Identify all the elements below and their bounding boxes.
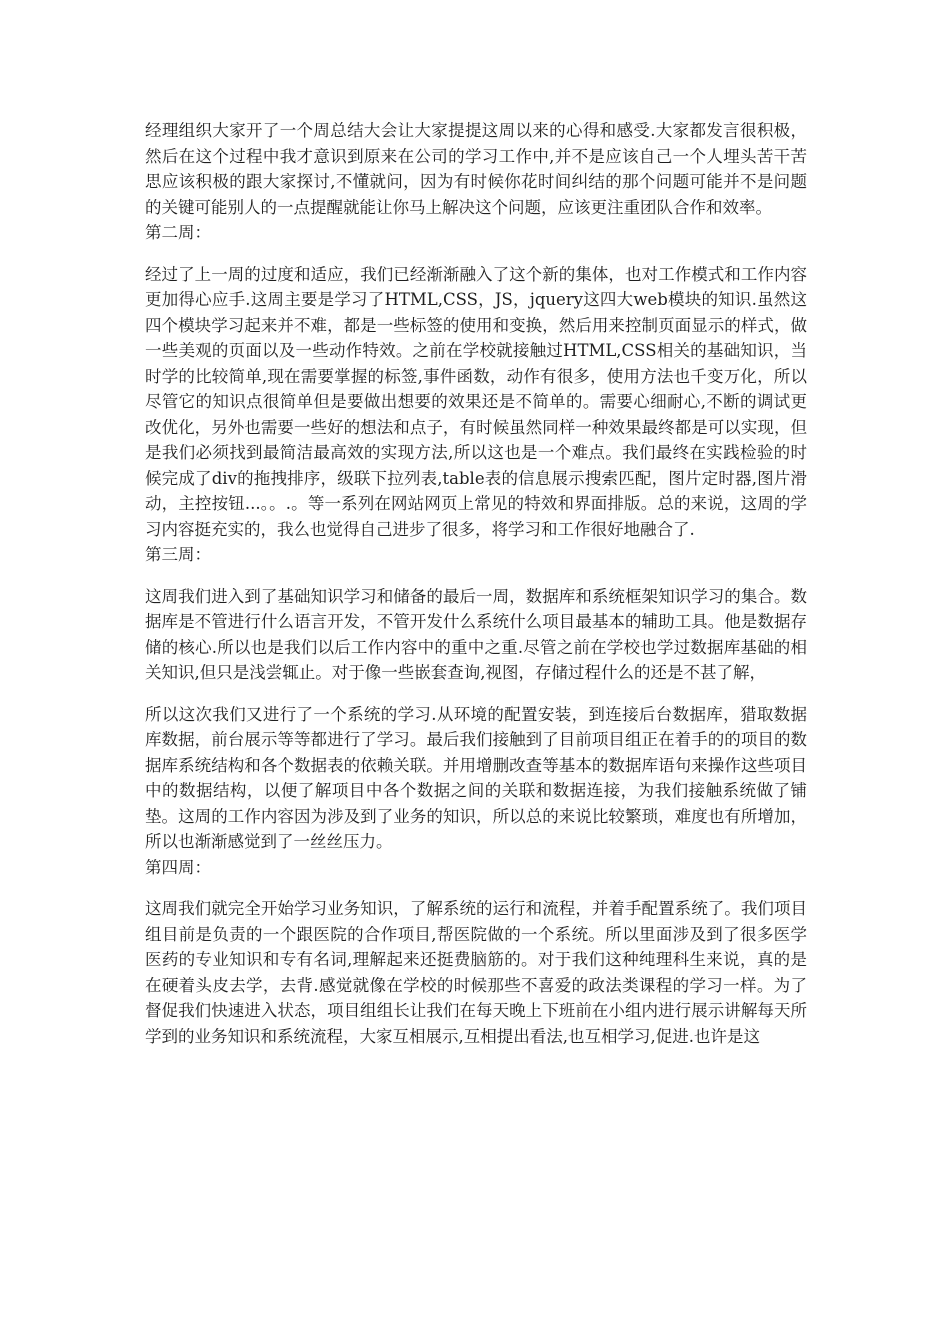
paragraph-week-2: 经过了上一周的过度和适应，我们已经渐渐融入了这个新的集体，也对工作模式和工作内容更加得心应手.这周主要是学习了HTML,CSS，JS，jquery这四大web模块的知识.虽然这四个模块学习起来并不难，都是一些标签的使用和变换，然后用来控制页面显示的样式，做一些美观的页面以及一些动作特效。之前在学校就接触过HTML,CSS相关的基础知识，当时学的比较简单,现在需要掌握的标签,事件函数，动作有很多，使用方法也千变万化，所以尽管它的知识点很简单但是要做出想要的效果还是不简单的。需要心细耐心,不断的调试更改优化，另外也需要一些好的想法和点子，有时候虽然同样一种效果最终都是可以实现，但是我们必须找到最简洁最高效的实现方法,所以这也是一个难点。我们最终在实践检验的时候完成了div的拖拽排序，级联下拉列表,table表的信息展示搜索匹配，图片定时器,图片滑动，主控按钮...。。.。等一系列在网站网页上常见的特效和界面排版。总的来说，这周的学习内容挺充实的，我么也觉得自己进步了很多，将学习和工作很好地融合了. [145, 264, 807, 539]
paragraph-week-4: 这周我们就完全开始学习业务知识，了解系统的运行和流程，并着手配置系统了。我们项目组目前是负责的一个跟医院的合作项目,帮医院做的一个系统。所以里面涉及到了很多医学医药的专业知识和专有名词,理解起来还挺费脑筋的。对于我们这种纯理科生来说，真的是在硬着头皮去学，去背.感觉就像在学校的时候那些不喜爱的政法类课程的学习一样。为了督促我们快速进入状态，项目组组长让我们在每天晚上下班前在小组内进行展示讲解每天所学到的业务知识和系统流程，大家互相展示,互相提出看法,也互相学习,促进.也许是这 [145, 899, 807, 1046]
heading-week-3: 第三周： [145, 545, 211, 564]
paragraph-week-3-part-1: 这周我们进入到了基础知识学习和储备的最后一周，数据库和系统框架知识学习的集合。数据库是不管进行什么语言开发，不管开发什么系统什么项目最基本的辅助工具。他是数据存储的核心.所以也是我们以后工作内容中的重中之重.尽管之前在学校也学过数据库基础的相关知识,但只是浅尝辄止。对于像一些嵌套查询,视图，存储过程什么的还是不甚了解， [145, 586, 807, 682]
paragraph-week-3-part-2: 所以这次我们又进行了一个系统的学习.从环境的配置安装，到连接后台数据库，猎取数据库数据，前台展示等等都进行了学习。最后我们接触到了目前项目组正在着手的的项目的数据库系统结构和各个数据表的依赖关联。并用增删改查等基本的数据库语句来操作这些项目中的数据结构，以便了解项目中各个数据之间的关联和数据连接，为我们接触系统做了铺垫。这周的工作内容因为涉及到了业务的知识，所以总的来说比较繁琐，难度也有所增加，所以也渐渐感觉到了一丝丝压力。 [145, 704, 807, 851]
heading-week-4: 第四周： [145, 857, 211, 877]
heading-week-2: 第二周： [145, 223, 211, 242]
paragraph-intro: 经理组织大家开了一个周总结大会让大家提提这周以来的心得和感受.大家都发言很积极，然后在这个过程中我才意识到原来在公司的学习工作中,并不是应该自己一个人埋头苦干苦思应该积极的跟大家探讨,不懂就问，因为有时候你花时间纠结的那个问题可能并不是问题的关键可能别人的一点提醒就能让你马上解决这个问题，应该更注重团队合作和效率。 [145, 121, 807, 217]
document-page [145, 118, 807, 1049]
